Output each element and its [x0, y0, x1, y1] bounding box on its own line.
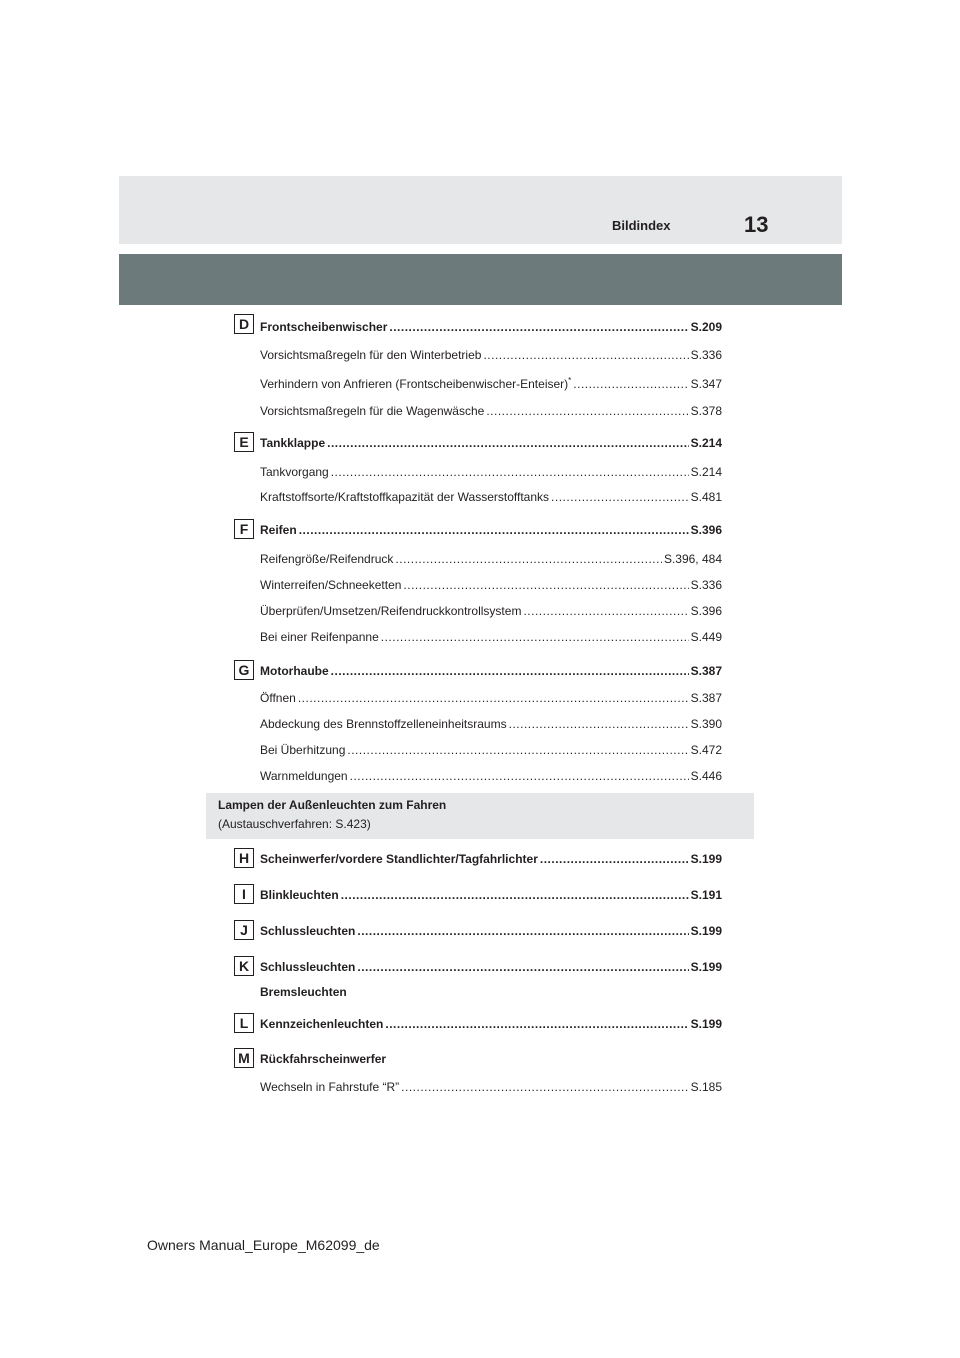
index-entry-sub[interactable] — [260, 691, 722, 705]
lamps-title: Lampen der Außenleuchten zum Fahren — [218, 798, 447, 812]
index-letter-l: L — [234, 1013, 254, 1033]
entry-label: Bremsleuchten — [260, 985, 347, 999]
entry-page: S.214 — [690, 436, 722, 450]
index-entry-sub[interactable] — [260, 377, 722, 391]
leader-dots — [486, 404, 688, 418]
entry-page: S.378 — [690, 404, 722, 418]
index-entry-sub[interactable] — [260, 578, 722, 592]
index-entry-main[interactable] — [260, 523, 722, 537]
index-entry-sub[interactable] — [260, 465, 722, 479]
leader-dots — [389, 320, 688, 334]
entry-page: S.481 — [690, 490, 722, 504]
footnote-marker: * — [568, 376, 572, 385]
index-entry-main[interactable] — [260, 1017, 722, 1031]
entry-label: Blinkleuchten — [260, 888, 339, 902]
leader-dots — [523, 604, 688, 618]
entry-label: Reifen — [260, 523, 297, 537]
entry-label-text: Verhindern von Anfrieren (Frontscheibenwischer-Enteiser) — [260, 377, 569, 391]
entry-label: Rückfahrscheinwerfer — [260, 1052, 387, 1066]
entry-page: S.449 — [690, 630, 722, 644]
entry-page: S.446 — [690, 769, 722, 783]
index-entry-sub[interactable] — [260, 1080, 722, 1094]
entry-label: Abdeckung des Brennstoffzelleneinheitsraums — [260, 717, 507, 731]
entry-label: Reifengröße/Reifendruck — [260, 552, 394, 566]
index-letter-f: F — [234, 519, 254, 539]
index-entry-main[interactable] — [260, 320, 722, 334]
entry-label: Tankklappe — [260, 436, 326, 450]
entry-page: S.199 — [690, 852, 722, 866]
index-letter-i: I — [234, 884, 254, 904]
leader-dots — [573, 377, 688, 391]
entry-label: Kennzeichenleuchten — [260, 1017, 384, 1031]
leader-dots — [331, 465, 689, 479]
index-entry-sub[interactable] — [260, 769, 722, 783]
entry-page: S.185 — [690, 1080, 722, 1094]
entry-label: Winterreifen/Schneeketten — [260, 578, 402, 592]
index-entry-main[interactable] — [260, 960, 722, 974]
entry-page: S.214 — [690, 465, 722, 479]
page-number: 13 — [744, 212, 769, 237]
entry-page: S.199 — [690, 924, 722, 938]
entry-label — [260, 377, 571, 391]
leader-dots — [299, 523, 689, 537]
entry-label: Schlussleuchten — [260, 960, 356, 974]
leader-dots — [395, 552, 662, 566]
index-entry-main[interactable] — [260, 436, 722, 450]
entry-page: S.387 — [690, 691, 722, 705]
index-entry-sub[interactable] — [260, 630, 722, 644]
entry-page: S.387 — [690, 664, 722, 678]
leader-dots — [381, 630, 689, 644]
index-letter-e: E — [234, 432, 254, 452]
entry-label: Tankvorgang — [260, 465, 329, 479]
entry-page: S.396, 484 — [663, 552, 722, 566]
entry-page: S.396 — [690, 604, 722, 618]
index-entry-main[interactable] — [260, 852, 722, 866]
index-entry-main[interactable] — [260, 888, 722, 902]
lamps-subtitle: (Austauschverfahren: S.423) — [218, 817, 371, 831]
entry-label: Frontscheibenwischer — [260, 320, 388, 334]
entry-label: Vorsichtsmaßregeln für den Winterbetrieb — [260, 348, 482, 362]
entry-page: S.199 — [690, 1017, 722, 1031]
leader-dots — [509, 717, 689, 731]
entry-page: S.199 — [690, 960, 722, 974]
entry-page: S.472 — [690, 743, 722, 757]
leader-dots — [350, 769, 689, 783]
leader-dots — [551, 490, 689, 504]
entry-label: Kraftstoffsorte/Kraftstoffkapazität der Wasserstofftanks — [260, 490, 550, 504]
leader-dots — [327, 436, 689, 450]
entry-page: S.347 — [690, 377, 722, 391]
index-letter-d: D — [234, 314, 254, 334]
leader-dots — [347, 743, 688, 757]
index-entry-main[interactable] — [260, 985, 722, 999]
entry-label: Warnmeldungen — [260, 769, 348, 783]
leader-dots — [357, 924, 688, 938]
index-entry-sub[interactable] — [260, 490, 722, 504]
entry-page: S.390 — [690, 717, 722, 731]
entry-label: Motorhaube — [260, 664, 329, 678]
entry-page: S.336 — [690, 348, 722, 362]
index-entry-main[interactable] — [260, 924, 722, 938]
index-letter-k: K — [234, 956, 254, 976]
leader-dots — [341, 888, 689, 902]
section-title: Bildindex — [612, 218, 671, 233]
leader-dots — [403, 578, 688, 592]
leader-dots — [483, 348, 688, 362]
index-entry-sub[interactable] — [260, 604, 722, 618]
index-letter-g: G — [234, 660, 254, 680]
index-entry-main[interactable] — [260, 664, 722, 678]
index-letter-j: J — [234, 920, 254, 940]
entry-label: Vorsichtsmaßregeln für die Wagenwäsche — [260, 404, 485, 418]
leader-dots — [298, 691, 689, 705]
entry-label: Wechseln in Fahrstufe “R” — [260, 1080, 400, 1094]
leader-dots — [331, 664, 689, 678]
entry-page: S.336 — [690, 578, 722, 592]
entry-label: Bei einer Reifenpanne — [260, 630, 379, 644]
leader-dots — [357, 960, 688, 974]
entry-label: Scheinwerfer/vordere Standlichter/Tagfahrlichter — [260, 852, 538, 866]
index-entry-sub[interactable] — [260, 404, 722, 418]
index-letter-h: H — [234, 848, 254, 868]
leader-dots — [401, 1080, 688, 1094]
index-entry-main[interactable] — [260, 1052, 722, 1066]
entry-page: S.209 — [690, 320, 722, 334]
leader-dots — [385, 1017, 688, 1031]
entry-label: Öffnen — [260, 691, 296, 705]
index-entry-sub[interactable] — [260, 743, 722, 757]
leader-dots — [540, 852, 689, 866]
entry-page: S.396 — [690, 523, 722, 537]
entry-label: Schlussleuchten — [260, 924, 356, 938]
index-entry-sub[interactable] — [260, 552, 722, 566]
index-letter-m: M — [234, 1048, 254, 1068]
index-entry-sub[interactable] — [260, 717, 722, 731]
entry-label: Überprüfen/Umsetzen/Reifendruckkontrollsystem — [260, 604, 522, 618]
entry-label: Bei Überhitzung — [260, 743, 346, 757]
entry-page: S.191 — [690, 888, 722, 902]
index-entry-sub[interactable] — [260, 348, 722, 362]
footer-text: Owners Manual_Europe_M62099_de — [147, 1237, 380, 1253]
